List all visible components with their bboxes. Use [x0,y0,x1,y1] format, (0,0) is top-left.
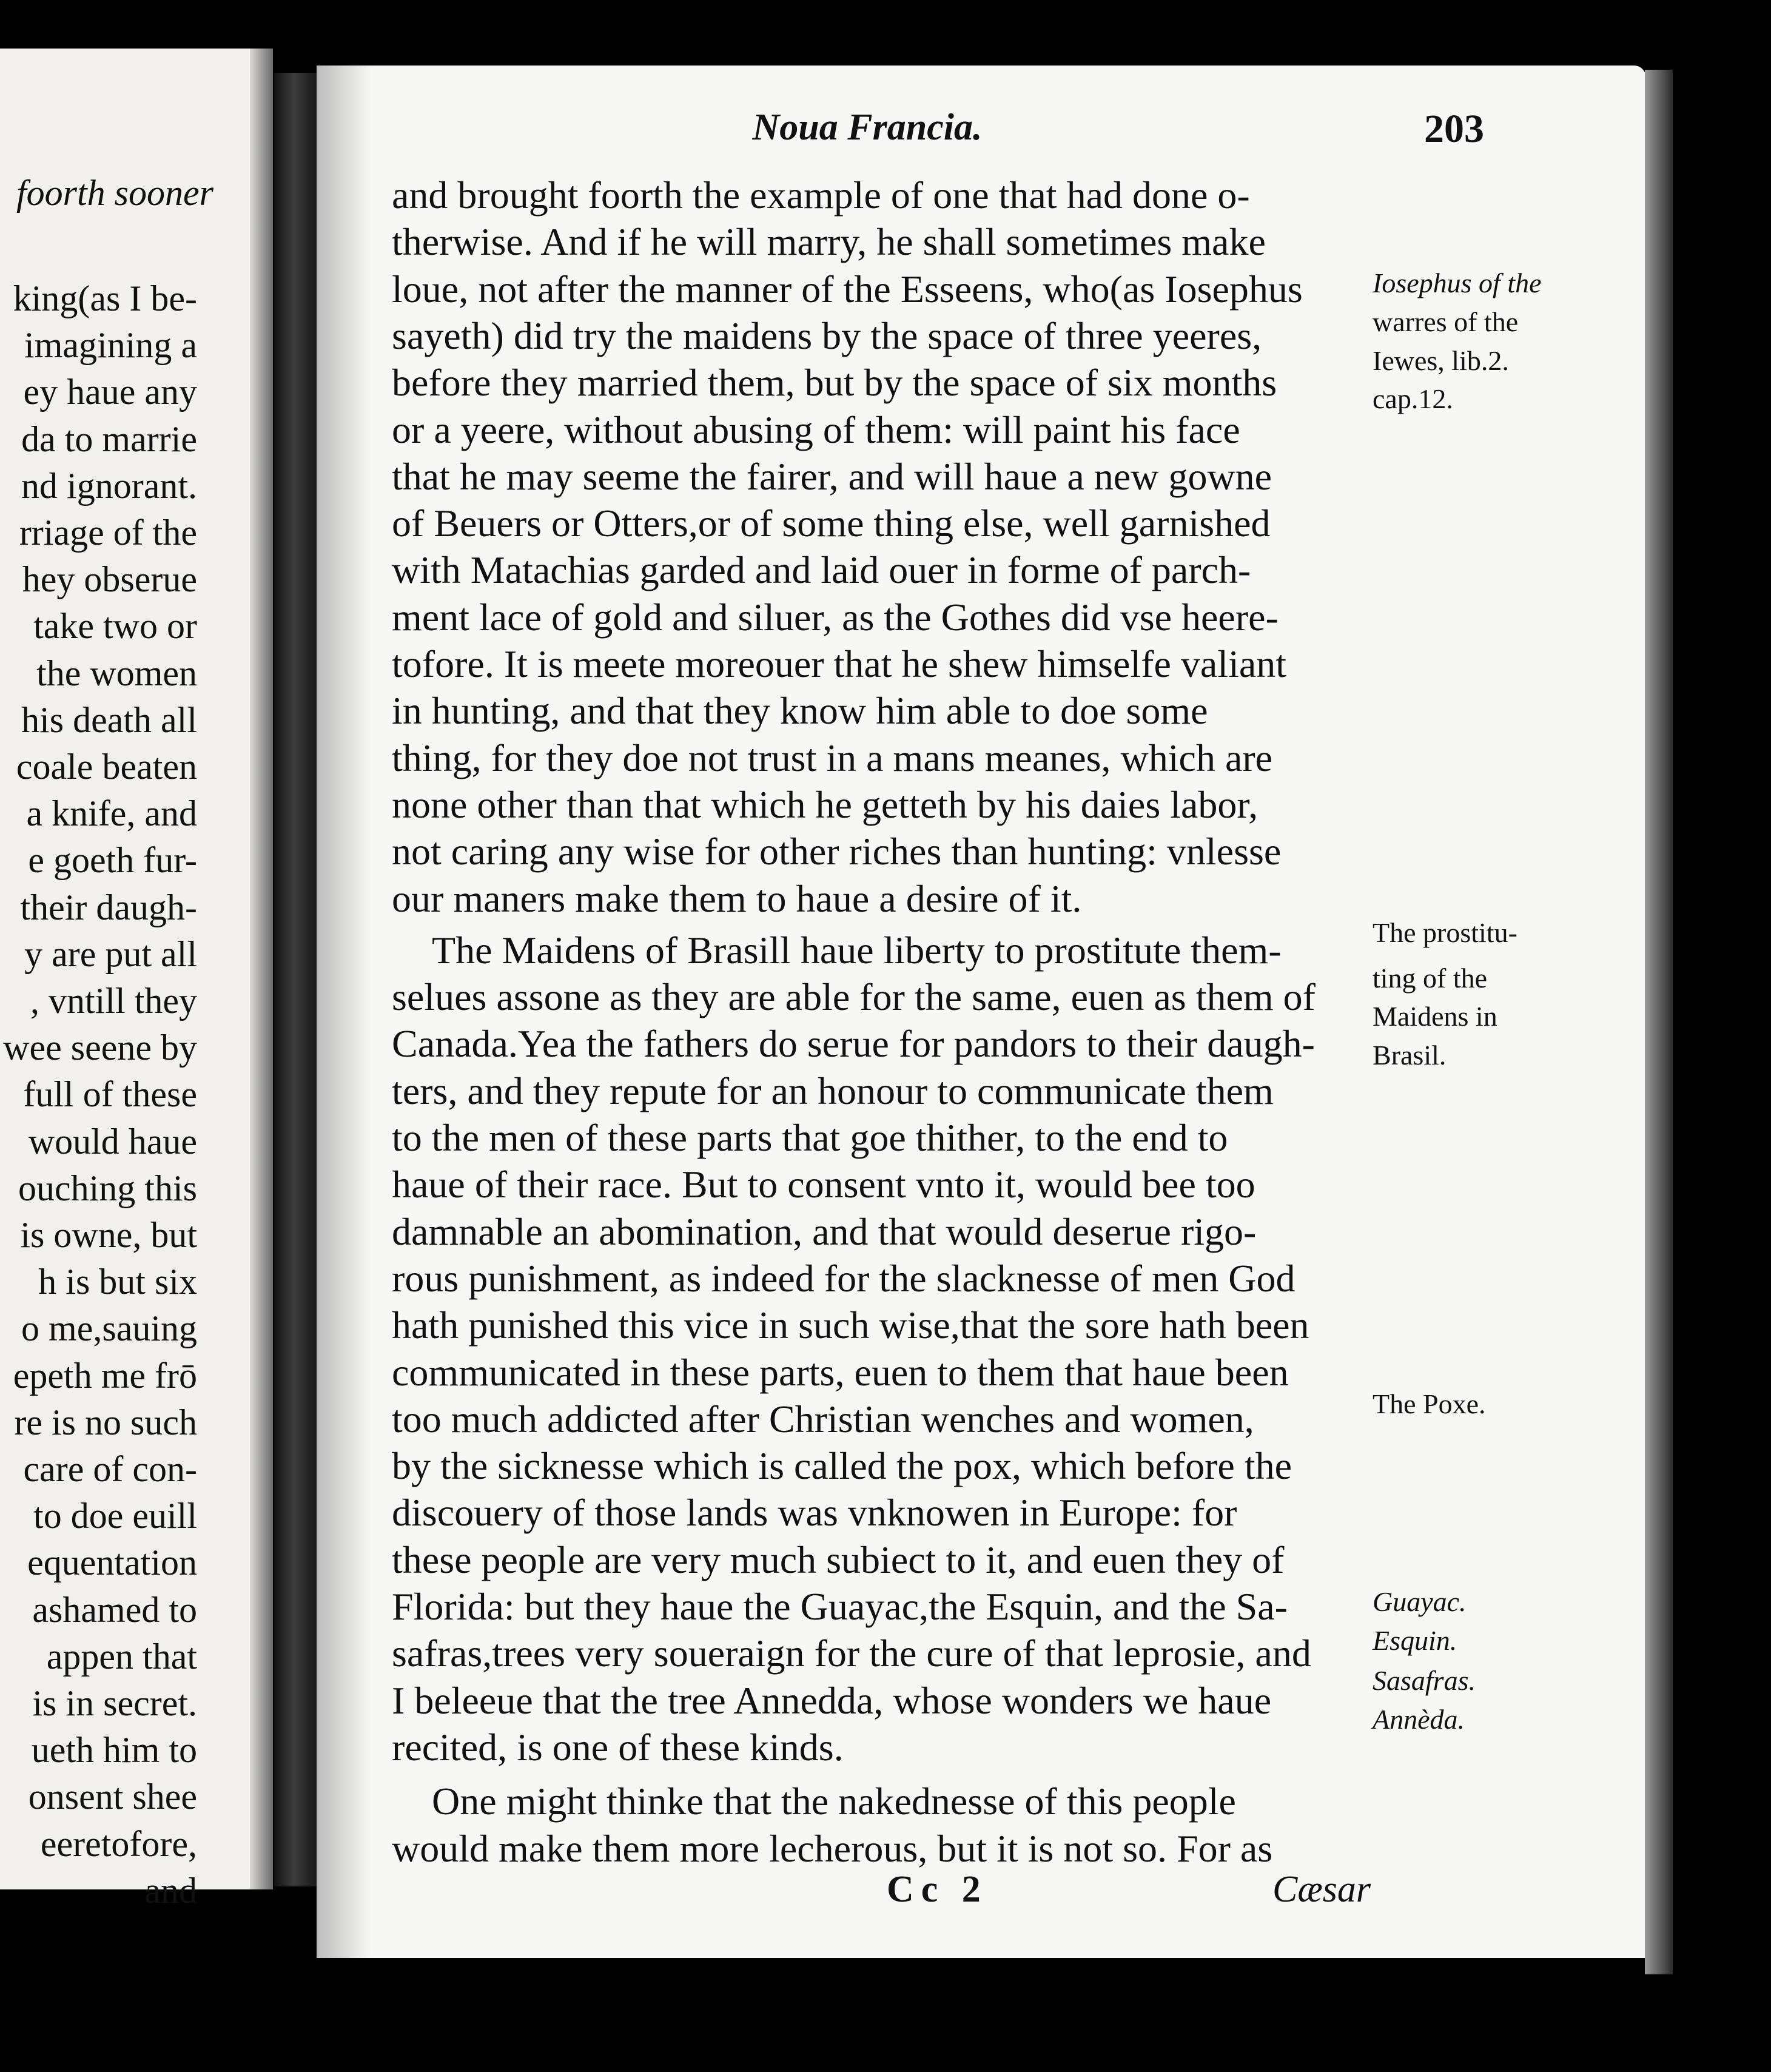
body-text-line: sayeth) did try the maidens by the space of three yeeres, [392,314,1262,357]
body-text-line: to the men of these parts that goe thither, to the end to [392,1116,1228,1159]
body-text-line: I beleeue that the tree Annedda, whose wonders we haue [392,1678,1272,1722]
left-page-line: o me,sauing [21,1308,197,1349]
body-text-line: too much addicted after Christian wenches and women, [392,1397,1254,1441]
marginal-note-line: The Poxe. [1373,1388,1486,1419]
marginal-note-line: ting of the [1373,963,1488,994]
left-page-line: re is no such [14,1402,197,1442]
left-page-line: h is but six [38,1262,197,1302]
body-text-line: therwise. And if he will marry, he shall sometimes make [392,220,1266,264]
body-text-line: not caring any wise for other riches than hunting: vnlesse [392,830,1282,873]
marginal-note-line: Iosephus of the [1373,267,1542,298]
left-page-line: y are put all [24,933,197,974]
marginal-note-line: Sasafras. [1373,1665,1476,1696]
page-number: 203 [1424,107,1484,151]
left-page-line: epeth me frō [13,1355,197,1396]
body-text-line: tofore. It is meete moreouer that he shew himselfe valiant [392,642,1287,685]
body-text-line: in hunting, and that they know him able to doe some [392,689,1208,733]
left-page-line: rriage of the [19,513,197,553]
left-page-line: imagining a [24,325,197,366]
left-page-line: and [144,1870,197,1911]
left-page-head-fragment: foorth sooner [16,173,213,213]
left-page-line: e goeth fur- [28,840,197,881]
signature-mark: Cc 2 [887,1869,988,1910]
page-edge-strip [1645,70,1673,1974]
body-text-line: none other than that which he getteth by his daies labor, [392,782,1259,826]
left-page-line: appen that [46,1636,197,1677]
left-page-line: to doe euill [33,1496,197,1536]
body-text-line: and brought foorth the example of one that had done o- [392,173,1250,217]
body-text-line: Canada.Yea the fathers do serue for pandors to their daugh- [392,1022,1315,1066]
body-text-line: rous punishment, as indeed for the slacknesse of men God [392,1256,1295,1300]
running-title: Noua Francia. [752,107,983,148]
marginal-note-line: Maidens in [1373,1001,1497,1032]
body-text-line: or a yeere, without abusing of them: will paint his face [392,408,1240,451]
marginal-note-line: Iewes, lib.2. [1373,345,1509,376]
left-page-line: nd ignorant. [21,465,197,506]
body-text-line: The Maidens of Brasill haue liberty to prostitute them- [432,928,1282,972]
body-text-line: thing, for they doe not trust in a mans meanes, which are [392,736,1273,779]
left-page-line: ashamed to [32,1589,197,1630]
left-page-line: king(as I be- [13,278,197,318]
left-page-line: is in secret. [32,1683,197,1723]
body-text-line: by the sicknesse which is called the pox, which before the [392,1444,1292,1488]
left-page-line: his death all [21,699,197,740]
marginal-note-line: The prostitu- [1373,917,1517,948]
marginal-note-line: Brasil. [1373,1040,1447,1071]
body-text-line: loue, not after the manner of the Esseens, who(as Iosephus [392,267,1303,311]
left-page-line: da to marrie [21,419,197,459]
body-text-line: ment lace of gold and siluer, as the Gothes did vse heere- [392,595,1279,639]
left-page-line: coale beaten [16,747,197,787]
left-page-line: hey obserue [22,559,197,600]
left-page-line: would haue [28,1121,197,1162]
left-page-line: onsent shee [28,1777,197,1817]
body-text-line: haue of their race. But to consent vnto it, would bee too [392,1163,1255,1206]
marginal-note-line: warres of the [1373,306,1519,337]
marginal-note-line: Guayac. [1373,1586,1467,1617]
body-text-line: before they married them, but by the space of six months [392,361,1277,405]
body-text-line: safras,trees very soueraign for the cure of that leprosie, and [392,1632,1311,1675]
left-page-line: wee seene by [3,1028,197,1068]
body-text-line: hath punished this vice in such wise,that the sore hath been [392,1303,1309,1347]
marginal-note-line: Annèda. [1373,1704,1465,1735]
left-page-line: take two or [33,606,197,647]
left-page-line: eeretofore, [40,1823,197,1864]
body-text-line: with Matachias garded and laid ouer in forme of parch- [392,548,1251,592]
catchword: Cæsar [1272,1869,1371,1910]
left-page-line: ey haue any [23,372,197,412]
body-text-line: One might thinke that the nakednesse of this people [432,1780,1236,1823]
left-spine-shadow [250,49,273,1889]
left-page-line: ouching this [18,1168,197,1208]
body-text-line: recited, is one of these kinds. [392,1725,844,1769]
marginal-note-line: cap.12. [1373,383,1453,414]
left-page-line: full of these [23,1074,197,1115]
body-text-line: selues assone as they are able for the same, euen as them of [392,975,1316,1019]
left-page-line: is owne, but [20,1215,197,1255]
body-text-line: ters, and they repute for an honour to communicate them [392,1069,1274,1112]
right-page-inner-shade [317,66,371,1958]
book-gutter [274,73,318,1886]
body-text-line: of Beuers or Otters,or of some thing else, well garnished [392,502,1271,545]
body-text-line: communicated in these parts, euen to them that haue been [392,1350,1289,1394]
left-page-line: equentation [27,1542,197,1583]
body-text-line: these people are very much subiect to it, and euen they of [392,1538,1285,1581]
body-text-line: Florida: but they haue the Guayac,the Esquin, and the Sa- [392,1585,1288,1628]
marginal-note-line: Esquin. [1373,1625,1457,1656]
body-text-line: would make them more lecherous, but it is not so. For as [392,1826,1273,1870]
left-page-line: a knife, and [26,793,197,834]
body-text-line: discouery of those lands was vnknowen in Europe: for [392,1491,1237,1535]
left-page-line: the women [36,653,197,693]
body-text-line: our maners make them to haue a desire of it. [392,876,1082,920]
left-page [0,49,273,1911]
body-text-line: that he may seeme the fairer, and will haue a new gowne [392,454,1272,498]
left-page-line: ueth him to [31,1730,197,1771]
left-page-line: , vntill they [30,981,197,1021]
left-page-line: care of con- [23,1449,197,1489]
body-text-line: damnable an abomination, and that would deserue rigo- [392,1209,1257,1253]
left-page-line: their daugh- [20,887,197,927]
